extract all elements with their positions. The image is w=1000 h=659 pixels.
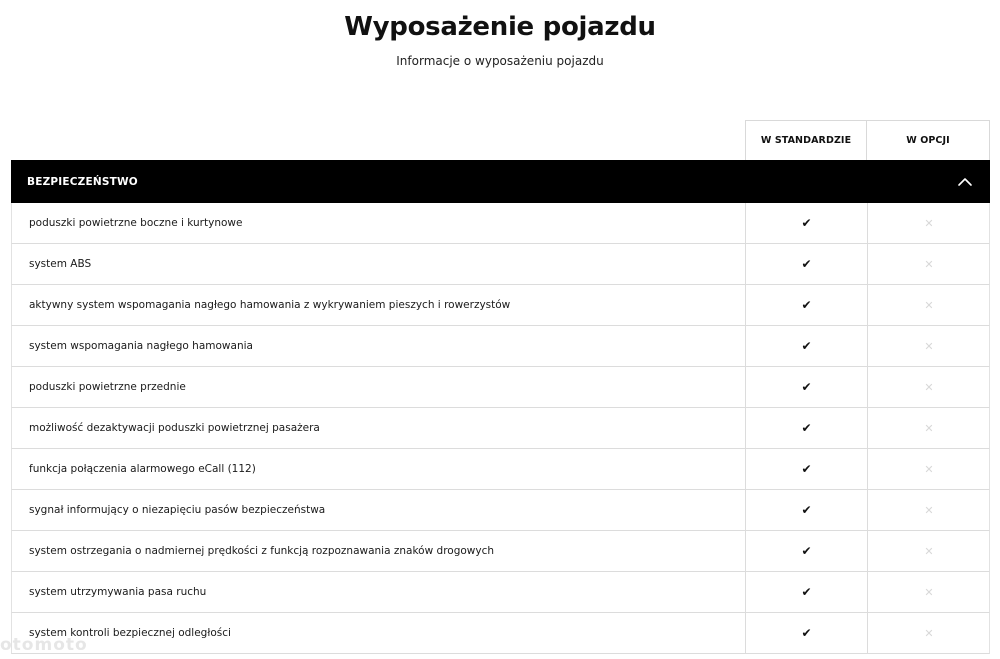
cell-optional bbox=[867, 449, 990, 489]
check-icon: ✔ bbox=[801, 544, 812, 558]
check-icon: ✔ bbox=[801, 339, 812, 353]
check-icon: ✔ bbox=[801, 626, 812, 640]
cross-icon: ✕ bbox=[924, 421, 934, 435]
cross-icon: ✕ bbox=[924, 585, 934, 599]
cell-optional bbox=[867, 367, 990, 407]
page-title: Wyposażenie pojazdu bbox=[344, 12, 656, 42]
table-row bbox=[11, 613, 990, 654]
feature-label: funkcja połączenia alarmowego eCall (112) bbox=[29, 463, 256, 475]
feature-label: system ABS bbox=[29, 258, 92, 270]
cell-optional bbox=[867, 490, 990, 530]
cell-optional bbox=[867, 244, 990, 284]
page-subtitle: Informacje o wyposażeniu pojazdu bbox=[396, 54, 604, 68]
cross-icon: ✕ bbox=[924, 298, 934, 312]
table-row bbox=[11, 408, 990, 449]
cell-optional bbox=[867, 285, 990, 325]
cross-icon: ✕ bbox=[924, 257, 934, 271]
check-icon: ✔ bbox=[801, 216, 812, 230]
cross-icon: ✕ bbox=[924, 626, 934, 640]
feature-label: możliwość dezaktywacji poduszki powietrznej pasażera bbox=[29, 422, 320, 434]
table-row bbox=[11, 203, 990, 244]
cell-standard bbox=[745, 367, 867, 407]
cross-icon: ✕ bbox=[924, 544, 934, 558]
cell-standard bbox=[745, 449, 867, 489]
table-row bbox=[11, 285, 990, 326]
cell-standard bbox=[745, 203, 867, 243]
table-row bbox=[11, 490, 990, 531]
equipment-list bbox=[11, 203, 990, 654]
cell-optional bbox=[867, 203, 990, 243]
feature-label: poduszki powietrzne boczne i kurtynowe bbox=[29, 217, 243, 229]
cell-optional bbox=[867, 326, 990, 366]
cross-icon: ✕ bbox=[924, 339, 934, 353]
column-header-standard: W STANDARDZIE bbox=[745, 120, 867, 160]
cell-standard bbox=[745, 244, 867, 284]
check-icon: ✔ bbox=[801, 380, 812, 394]
check-icon: ✔ bbox=[801, 298, 812, 312]
watermark: otomoto bbox=[0, 635, 88, 655]
check-icon: ✔ bbox=[801, 462, 812, 476]
table-row bbox=[11, 572, 990, 613]
check-icon: ✔ bbox=[801, 257, 812, 271]
cross-icon: ✕ bbox=[924, 380, 934, 394]
cell-optional bbox=[867, 408, 990, 448]
cell-optional bbox=[867, 531, 990, 571]
section-label: BEZPIECZEŃSTWO bbox=[27, 175, 138, 188]
table-row bbox=[11, 367, 990, 408]
feature-label: sygnał informujący o niezapięciu pasów bezpieczeństwa bbox=[29, 504, 326, 516]
feature-label: system kontroli bezpiecznej odległości bbox=[29, 627, 231, 639]
cell-standard bbox=[745, 490, 867, 530]
check-icon: ✔ bbox=[801, 585, 812, 599]
check-icon: ✔ bbox=[801, 503, 812, 517]
section-header-safety[interactable] bbox=[11, 160, 990, 203]
cross-icon: ✕ bbox=[924, 503, 934, 517]
table-row bbox=[11, 531, 990, 572]
table-row bbox=[11, 449, 990, 490]
cell-standard bbox=[745, 531, 867, 571]
cross-icon: ✕ bbox=[924, 462, 934, 476]
column-header-optional: W OPCJI bbox=[866, 120, 990, 160]
check-icon: ✔ bbox=[801, 421, 812, 435]
table-row bbox=[11, 244, 990, 285]
cell-optional bbox=[867, 572, 990, 612]
cell-standard bbox=[745, 285, 867, 325]
feature-label: system ostrzegania o nadmiernej prędkości z funkcją rozpoznawania znaków drogowych bbox=[29, 545, 495, 557]
feature-label: system utrzymywania pasa ruchu bbox=[29, 586, 207, 598]
cell-standard bbox=[745, 408, 867, 448]
cell-standard bbox=[745, 326, 867, 366]
chevron-up-icon[interactable] bbox=[957, 174, 973, 190]
cell-standard bbox=[745, 613, 867, 653]
feature-label: poduszki powietrzne przednie bbox=[29, 381, 186, 393]
table-row bbox=[11, 326, 990, 367]
cell-standard bbox=[745, 572, 867, 612]
cross-icon: ✕ bbox=[924, 216, 934, 230]
cell-optional bbox=[867, 613, 990, 653]
feature-label: aktywny system wspomagania nagłego hamowania z wykrywaniem pieszych i rowerzystów bbox=[29, 299, 511, 311]
feature-label: system wspomagania nagłego hamowania bbox=[29, 340, 253, 352]
